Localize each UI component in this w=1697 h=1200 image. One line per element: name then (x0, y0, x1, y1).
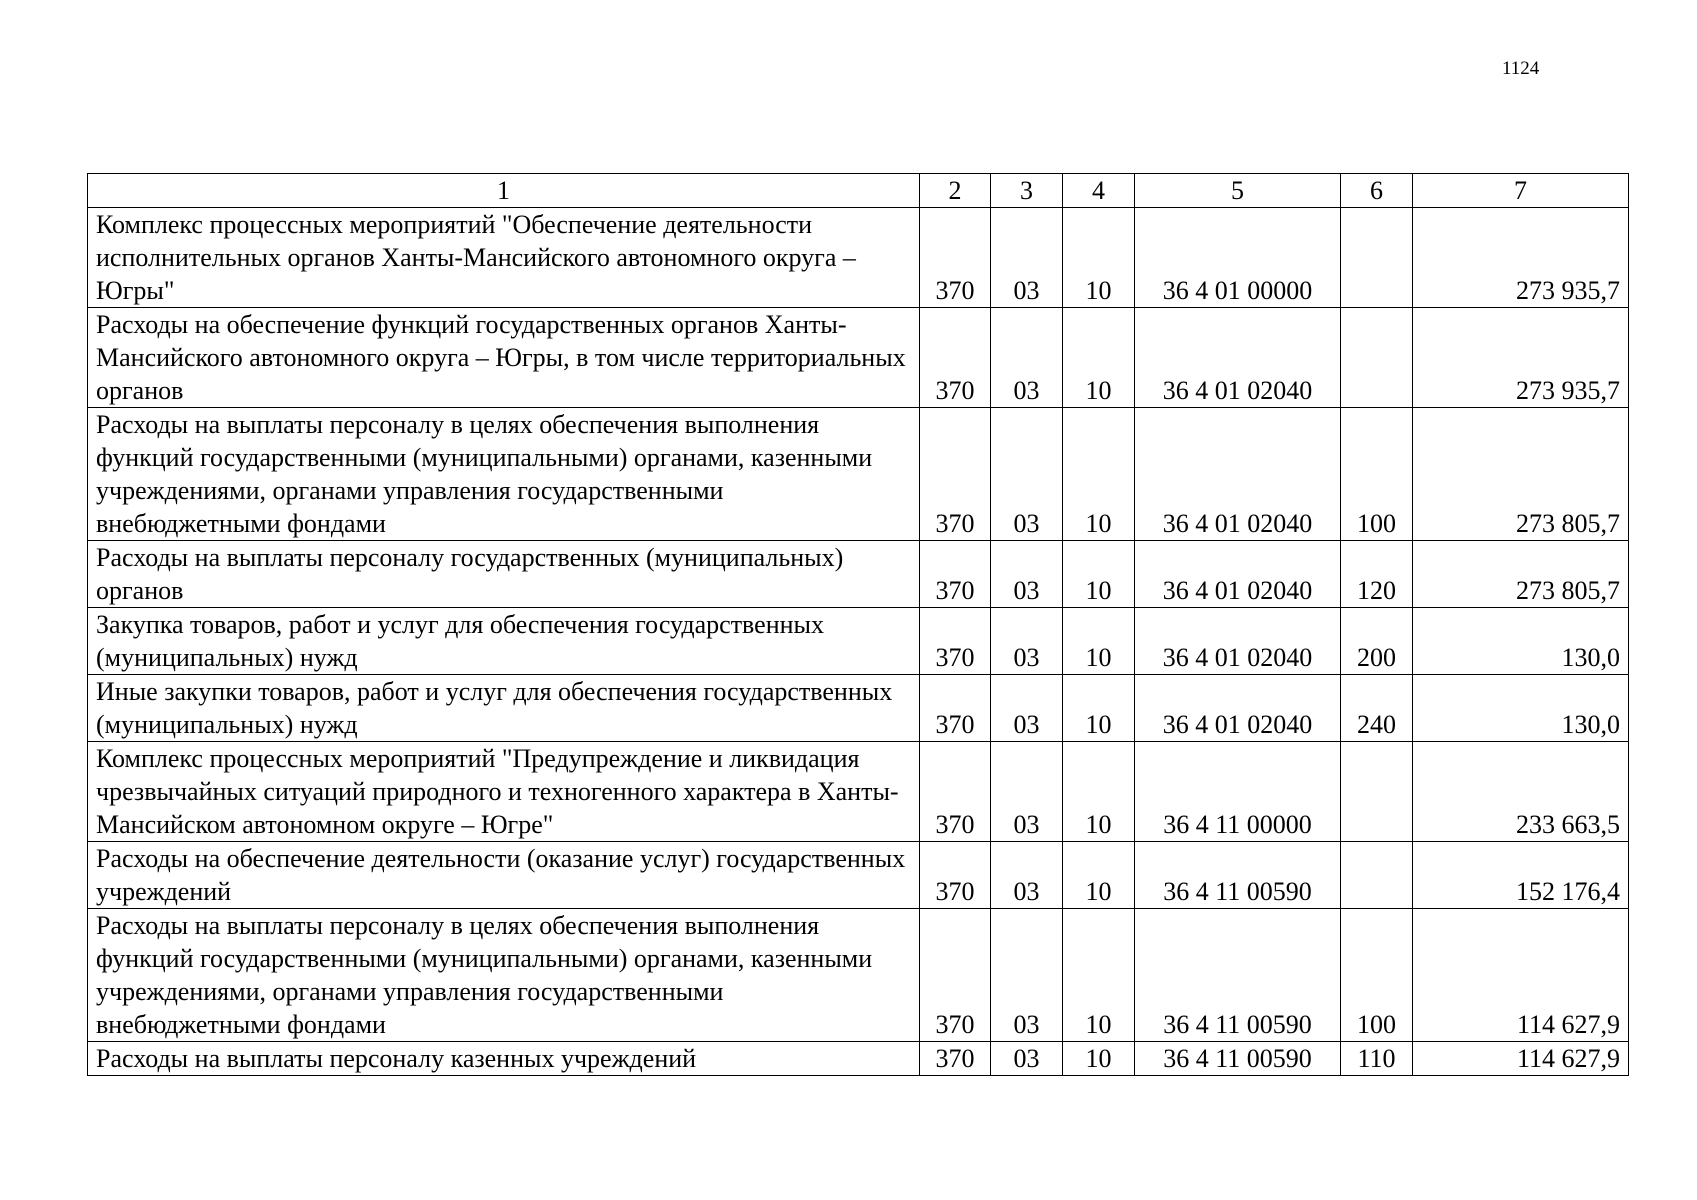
subsection-code: 10 (1063, 541, 1135, 608)
ministry-code: 370 (920, 1042, 991, 1076)
header-cell-1: 1 (88, 174, 920, 208)
expense-name: Иные закупки товаров, работ и услуг для обеспечения государственных (муниципальных) нужд (88, 675, 920, 742)
ministry-code: 370 (920, 208, 991, 308)
ministry-code: 370 (920, 308, 991, 408)
table-row (88, 1042, 1629, 1076)
expense-type-code: 100 (1341, 909, 1413, 1042)
expense-name: Расходы на выплаты персоналу государственных (муниципальных) органов (88, 541, 920, 608)
amount: 273 935,7 (1413, 308, 1629, 408)
target-article-code: 36 4 11 00590 (1135, 1042, 1341, 1076)
page-number: 1124 (1502, 58, 1540, 79)
subsection-code: 10 (1063, 909, 1135, 1042)
expense-type-code (1341, 842, 1413, 909)
target-article-code: 36 4 11 00590 (1135, 909, 1341, 1042)
table-row (88, 208, 1629, 308)
expense-type-code: 240 (1341, 675, 1413, 742)
ministry-code: 370 (920, 909, 991, 1042)
section-code: 03 (991, 909, 1063, 1042)
subsection-code: 10 (1063, 675, 1135, 742)
subsection-code: 10 (1063, 742, 1135, 842)
subsection-code: 10 (1063, 408, 1135, 541)
table-row (88, 608, 1629, 675)
target-article-code: 36 4 01 02040 (1135, 608, 1341, 675)
section-code: 03 (991, 675, 1063, 742)
table-row (88, 742, 1629, 842)
amount: 130,0 (1413, 608, 1629, 675)
section-code: 03 (991, 208, 1063, 308)
amount: 152 176,4 (1413, 842, 1629, 909)
section-code: 03 (991, 742, 1063, 842)
section-code: 03 (991, 842, 1063, 909)
subsection-code: 10 (1063, 308, 1135, 408)
expense-name: Расходы на выплаты персоналу казенных учреждений (88, 1042, 920, 1076)
target-article-code: 36 4 01 02040 (1135, 541, 1341, 608)
table-row (88, 909, 1629, 1042)
section-code: 03 (991, 608, 1063, 675)
subsection-code: 10 (1063, 842, 1135, 909)
header-cell-3: 3 (991, 174, 1063, 208)
ministry-code: 370 (920, 842, 991, 909)
target-article-code: 36 4 11 00000 (1135, 742, 1341, 842)
amount: 273 935,7 (1413, 208, 1629, 308)
expense-type-code (1341, 742, 1413, 842)
amount: 114 627,9 (1413, 1042, 1629, 1076)
amount: 114 627,9 (1413, 909, 1629, 1042)
section-code: 03 (991, 308, 1063, 408)
section-code: 03 (991, 1042, 1063, 1076)
table-row (88, 308, 1629, 408)
ministry-code: 370 (920, 408, 991, 541)
expense-type-code: 120 (1341, 541, 1413, 608)
ministry-code: 370 (920, 675, 991, 742)
target-article-code: 36 4 01 02040 (1135, 308, 1341, 408)
expense-name: Закупка товаров, работ и услуг для обеспечения государственных (муниципальных) нужд (88, 608, 920, 675)
expense-name: Комплекс процессных мероприятий "Предупреждение и ликвидация чрезвычайных ситуаций природного и техногенного характера в Ханты-Мансийском автономном округе – Югре" (88, 742, 920, 842)
header-cell-7: 7 (1413, 174, 1629, 208)
expense-type-code: 100 (1341, 408, 1413, 541)
amount: 233 663,5 (1413, 742, 1629, 842)
header-cell-2: 2 (920, 174, 991, 208)
subsection-code: 10 (1063, 208, 1135, 308)
header-row (88, 174, 1629, 208)
expense-type-code: 200 (1341, 608, 1413, 675)
amount: 273 805,7 (1413, 408, 1629, 541)
target-article-code: 36 4 11 00590 (1135, 842, 1341, 909)
header-cell-6: 6 (1341, 174, 1413, 208)
expense-type-code: 110 (1341, 1042, 1413, 1076)
table-row (88, 675, 1629, 742)
expense-type-code (1341, 208, 1413, 308)
expense-name: Расходы на выплаты персоналу в целях обеспечения выполнения функций государственными (муниципальными) органами, казенными учреждениями, органами управления государственными внебюджетными фондами (88, 408, 920, 541)
ministry-code: 370 (920, 608, 991, 675)
expense-name: Расходы на обеспечение функций государственных органов Ханты-Мансийского автономного округа – Югры, в том числе территориальных органов (88, 308, 920, 408)
table-row (88, 541, 1629, 608)
section-code: 03 (991, 408, 1063, 541)
section-code: 03 (991, 541, 1063, 608)
budget-table (87, 173, 1629, 1076)
expense-name: Расходы на выплаты персоналу в целях обеспечения выполнения функций государственными (муниципальными) органами, казенными учреждениями, органами управления государственными внебюджетными фондами (88, 909, 920, 1042)
header-cell-4: 4 (1063, 174, 1135, 208)
target-article-code: 36 4 01 02040 (1135, 675, 1341, 742)
amount: 273 805,7 (1413, 541, 1629, 608)
expense-name: Комплекс процессных мероприятий "Обеспечение деятельности исполнительных органов Ханты-Мансийского автономного округа – Югры" (88, 208, 920, 308)
ministry-code: 370 (920, 541, 991, 608)
target-article-code: 36 4 01 00000 (1135, 208, 1341, 308)
amount: 130,0 (1413, 675, 1629, 742)
expense-type-code (1341, 308, 1413, 408)
expense-name: Расходы на обеспечение деятельности (оказание услуг) государственных учреждений (88, 842, 920, 909)
table-row (88, 408, 1629, 541)
subsection-code: 10 (1063, 1042, 1135, 1076)
subsection-code: 10 (1063, 608, 1135, 675)
target-article-code: 36 4 01 02040 (1135, 408, 1341, 541)
ministry-code: 370 (920, 742, 991, 842)
table-row (88, 842, 1629, 909)
header-cell-5: 5 (1135, 174, 1341, 208)
